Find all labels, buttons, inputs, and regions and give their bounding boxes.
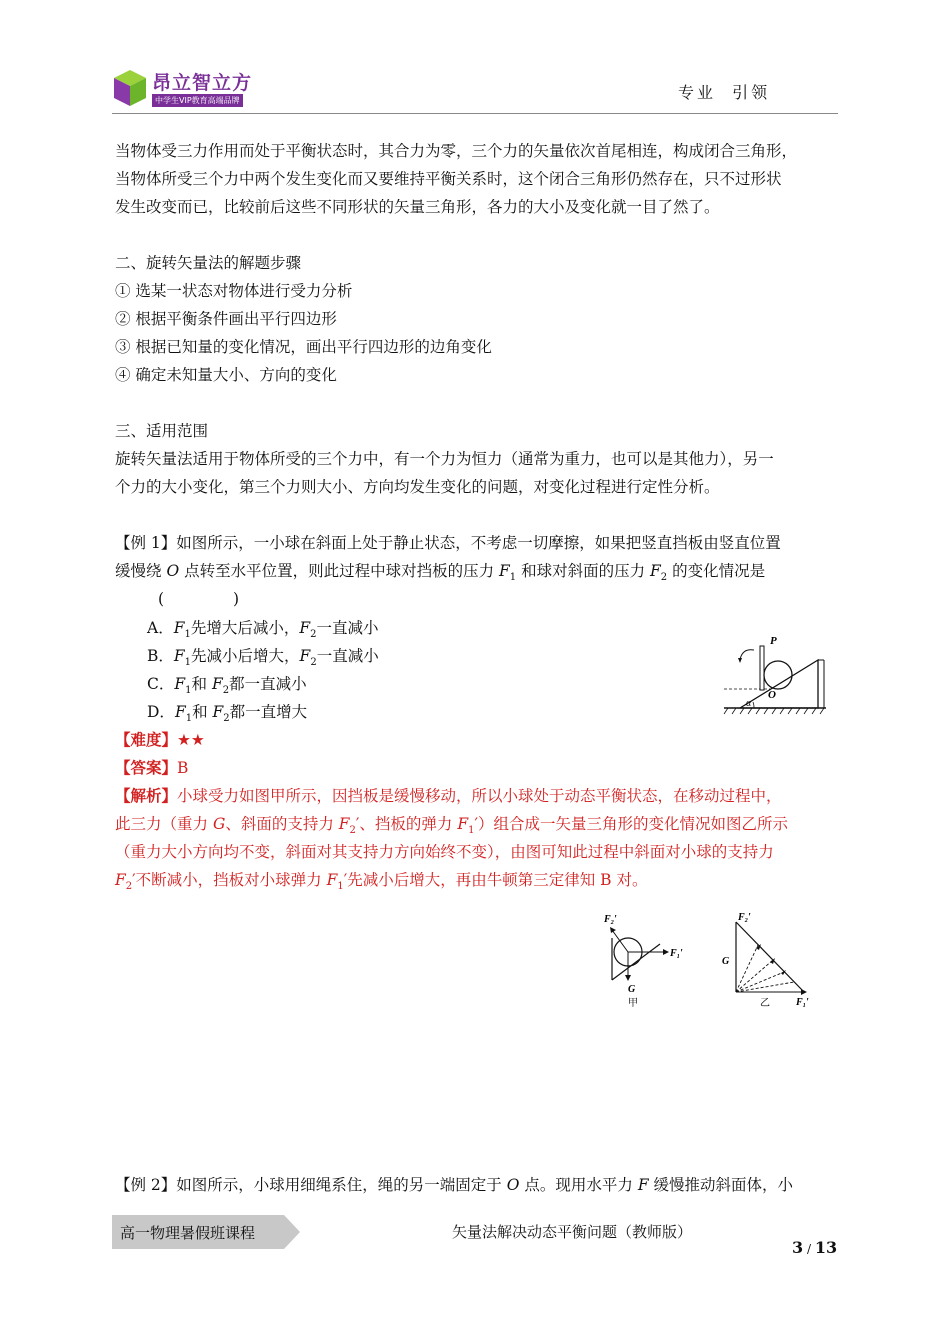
header-rule	[112, 113, 838, 114]
footer-title: 矢量法解决动态平衡问题（教师版）	[452, 1223, 693, 1241]
incline-board-figure	[720, 632, 830, 718]
section3-line-1: 旋转矢量法适用于物体所受的三个力中，有一个力为恒力（通常为重力，也可以是其他力），另一	[115, 450, 774, 468]
step-1: ① 选某一状态对物体进行受力分析	[115, 282, 353, 300]
yi-label-f2: F₂′	[738, 912, 751, 923]
answer-value: B	[177, 759, 189, 777]
logo-tagline: 中学生VIP教育高端品牌	[152, 94, 243, 107]
jia-label-g: G	[628, 984, 636, 995]
answer-row: 【答案】B	[115, 758, 189, 777]
option-d: D．$F_1$和 $F_2$都一直增大	[147, 703, 308, 725]
answer-parentheses: ( )	[158, 590, 240, 608]
fig-label-alpha: α	[746, 698, 752, 709]
example2-label: 【例 2】	[115, 1176, 177, 1194]
example2-question-line-1: 【例 2】如图所示，小球用细绳系住，绳的另一端固定于 O 点。现用水平力 F 缓慢推动斜面体，小	[115, 1176, 794, 1194]
header-logo	[112, 68, 252, 110]
logo-name: 昂立智立方	[152, 72, 253, 94]
analysis-line-1: 【解析】小球受力如图甲所示，因挡板是缓慢移动，所以小球处于动态平衡状态，在移动过程中，	[115, 786, 782, 805]
page-number: 3 / 13	[792, 1238, 838, 1257]
section3-title: 三、适用范围	[115, 422, 209, 440]
intro-line-1: 当物体受三力作用而处于平衡状态时，其合力为零，三个力的矢量依次首尾相连，构成闭合三角形，	[115, 142, 798, 160]
intro-line-2: 当物体所受三个力中两个发生变化而又要维持平衡关系时，这个闭合三角形仍然存在，只不过形状	[115, 170, 782, 188]
example1-question-line-1: 【例 1】如图所示，一小球在斜面上处于静止状态，不考虑一切摩擦，如果把竖直挡板由竖直位置	[115, 534, 781, 552]
analysis-line-4: $F_2'$不断减小，挡板对小球弹力 $F_1'$先减小后增大，再由牛顿第三定律知 B 对。	[115, 871, 648, 893]
jia-caption: 甲	[628, 998, 638, 1009]
option-c: C．$F_1$和 $F_2$都一直减小	[147, 675, 307, 697]
step-2: ② 根据平衡条件画出平行四边形	[115, 310, 337, 328]
step-3: ③ 根据已知量的变化情况，画出平行四边形的边角变化	[115, 338, 492, 356]
force-diagram-yi	[718, 908, 818, 1010]
intro-line-3: 发生改变而已，比较前后这些不同形状的矢量三角形，各力的大小及变化就一目了然了。	[115, 198, 720, 216]
difficulty-stars: ★★	[177, 731, 205, 749]
analysis-line-2: 此三力（重力 G、斜面的支持力 $F_2'$、挡板的弹力 $F_1'$）组合成一矢量三角形的变化情况如图乙所示	[115, 815, 789, 837]
yi-label-g: G	[722, 956, 730, 967]
option-b: B．$F_1$先减小后增大，$F_2$一直减小	[147, 647, 379, 669]
footer-course-tab	[112, 1215, 302, 1249]
fig-label-o: O	[768, 689, 776, 701]
jia-label-f1: F₁′	[670, 948, 683, 959]
header-slogan: 专业 引领	[678, 83, 771, 102]
example1-question-line-2: 缓慢绕 O 点转至水平位置，则此过程中球对挡板的压力 $F_1$ 和球对斜面的压力 $F_2$ 的变化情况是	[115, 562, 766, 584]
yi-caption: 乙	[760, 998, 770, 1009]
analysis-line-3: （重力大小方向均不变，斜面对其支持力方向始终不变），由图可知此过程中斜面对小球的支持力	[115, 843, 774, 861]
option-a: A．$F_1$先增大后减小，$F_2$一直减小	[147, 619, 379, 641]
step-4: ④ 确定未知量大小、方向的变化	[115, 366, 337, 384]
cube-logo-icon	[112, 68, 148, 108]
fig-label-p: P	[770, 635, 777, 647]
section3-line-2: 个力的大小变化，第三个力则大小、方向均发生变化的问题，对变化过程进行定性分析。	[115, 478, 720, 496]
jia-label-f2: F₂′	[604, 914, 617, 925]
difficulty-row: 【难度】★★	[115, 730, 205, 749]
yi-label-f1: F₁′	[796, 997, 809, 1008]
footer-course: 高一物理暑假班课程	[120, 1224, 256, 1242]
force-diagram-jia	[598, 908, 698, 1010]
example1-label: 【例 1】	[115, 534, 177, 552]
section2-title: 二、旋转矢量法的解题步骤	[115, 254, 302, 272]
